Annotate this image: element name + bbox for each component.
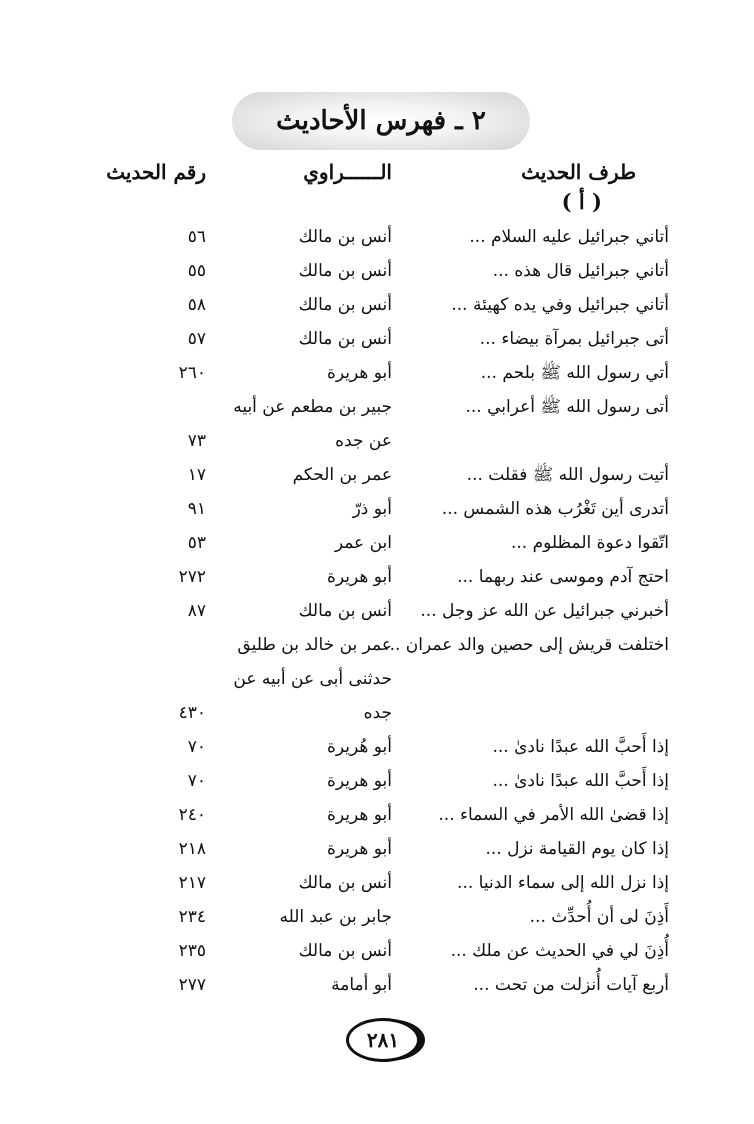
table-row: [0, 866, 754, 900]
hadith-number: ٢٣٥: [178, 941, 206, 961]
table-row: [0, 900, 754, 934]
table-row: [0, 764, 754, 798]
narrator-name: أنس بن مالك: [298, 261, 392, 281]
narrator-name: جبير بن مطعم عن أبيه: [233, 397, 392, 417]
hadith-number: ٢٤٠: [178, 805, 206, 825]
hadith-number: ٧٠: [187, 771, 206, 791]
hadith-number: ١٧: [187, 465, 206, 485]
header-hadith: طرف الحديث: [521, 160, 636, 184]
hadith-text: أَذِنَ لى أن أُحدِّث ...: [529, 907, 669, 927]
table-row: [0, 594, 754, 628]
narrator-name: أبو هُريرة: [326, 737, 392, 757]
hadith-text: اتّقوا دعوة المظلوم ...: [511, 533, 669, 553]
narrator-name: عمر بن خالد بن طليق: [237, 635, 392, 655]
hadith-text: أتاني جبرائيل عليه السلام ...: [469, 227, 669, 247]
hadith-number: ٢١٧: [178, 873, 206, 893]
hadith-text: أربع آيات أُنزلت من تحت ...: [473, 975, 669, 995]
hadith-number: ٥٣: [187, 533, 206, 553]
hadith-number: ٢٧٧: [178, 975, 206, 995]
hadith-text: إذا كان يوم القيامة نزل ...: [485, 839, 669, 859]
hadith-text: اختلفت قريش إلى حصين والد عمران ...: [384, 635, 669, 655]
narrator-name: أنس بن مالك: [298, 601, 392, 621]
hadith-number: ٢١٨: [178, 839, 206, 859]
table-row: [0, 832, 754, 866]
table-row: [0, 934, 754, 968]
hadith-text: أتدرى أين تَغْرُب هذه الشمس ...: [441, 499, 669, 519]
hadith-text: احتج آدم وموسى عند ربهما ...: [457, 567, 669, 587]
hadith-number: ٤٣٠: [178, 703, 206, 723]
table-row: [0, 356, 754, 390]
table-row: [0, 220, 754, 254]
index-table: [0, 220, 754, 1002]
table-row: [0, 492, 754, 526]
table-row: [0, 730, 754, 764]
hadith-text: أتي رسول الله ﷺ بلحم ...: [480, 363, 669, 383]
page-number-badge: [346, 1018, 426, 1062]
narrator-name: أبو أمامة: [331, 975, 392, 995]
hadith-text: أتيت رسول الله ﷺ فقلت ...: [466, 465, 669, 485]
narrator-name: أبو ذرّ: [352, 499, 392, 519]
table-row: [0, 696, 754, 730]
narrator-name: أبو هريرة: [326, 567, 392, 587]
table-row: [0, 526, 754, 560]
header-narrator: الــــــراوي: [303, 160, 392, 184]
column-headers: [0, 152, 754, 192]
hadith-text: أخبرني جبرائيل عن الله عز وجل ...: [420, 601, 669, 621]
narrator-name: جده: [363, 703, 392, 723]
hadith-text: إذا أَحبَّ الله عبدًا نادىٰ ...: [492, 737, 669, 757]
hadith-text: إذا نزل الله إلى سماء الدنيا ...: [457, 873, 669, 893]
narrator-name: عمر بن الحكم: [292, 465, 392, 485]
page-number: ٢٨١: [366, 1028, 400, 1052]
hadith-number: ٢٧٢: [178, 567, 206, 587]
hadith-text: إذا قضىٰ الله الأمر في السماء ...: [438, 805, 669, 825]
table-row: [0, 968, 754, 1002]
hadith-number: ٨٧: [187, 601, 206, 621]
table-row: [0, 322, 754, 356]
hadith-number: ٥٧: [187, 329, 206, 349]
section-letter: ( أ ): [561, 189, 602, 214]
narrator-name: أبو هريرة: [326, 805, 392, 825]
table-row: [0, 458, 754, 492]
title-banner: [232, 92, 530, 150]
page-title: ٢ ـ فهرس الأحاديث: [276, 106, 486, 136]
narrator-name: أبو هريرة: [326, 363, 392, 383]
table-row: [0, 424, 754, 458]
table-row: [0, 628, 754, 662]
hadith-number: ٢٦٠: [178, 363, 206, 383]
narrator-name: أبو هريرة: [326, 771, 392, 791]
narrator-name: حدثنى أبى عن أبيه عن: [233, 669, 392, 689]
narrator-name: أنس بن مالك: [298, 295, 392, 315]
table-row: [0, 288, 754, 322]
hadith-number: ٩١: [187, 499, 206, 519]
table-row: [0, 560, 754, 594]
table-row: [0, 390, 754, 424]
hadith-text: أتاني جبرائيل قال هذه ...: [492, 261, 669, 281]
hadith-number: ٥٨: [187, 295, 206, 315]
hadith-text: أتى جبرائيل بمرآة بيضاء ...: [479, 329, 669, 349]
hadith-number: ٧٣: [187, 431, 206, 451]
hadith-text: أتاني جبرائيل وفي يده كهيئة ...: [451, 295, 669, 315]
table-row: [0, 662, 754, 696]
narrator-name: أنس بن مالك: [298, 227, 392, 247]
hadith-number: ٢٣٤: [178, 907, 206, 927]
narrator-name: أنس بن مالك: [298, 873, 392, 893]
narrator-name: أنس بن مالك: [298, 329, 392, 349]
hadith-number: ٧٠: [187, 737, 206, 757]
narrator-name: عن جده: [335, 431, 392, 451]
header-number: رقم الحديث: [106, 160, 206, 184]
narrator-name: أبو هريرة: [326, 839, 392, 859]
hadith-text: أُذِنَ لي في الحديث عن ملك ...: [450, 941, 669, 961]
table-row: [0, 254, 754, 288]
narrator-name: ابن عمر: [334, 533, 392, 553]
hadith-number: ٥٥: [187, 261, 206, 281]
hadith-number: ٥٦: [187, 227, 206, 247]
table-row: [0, 798, 754, 832]
hadith-text: إذا أَحبَّ الله عبدًا نادىٰ ...: [492, 771, 669, 791]
narrator-name: جابر بن عبد الله: [279, 907, 392, 927]
hadith-text: أتى رسول الله ﷺ أعرابي ...: [465, 397, 669, 417]
narrator-name: أنس بن مالك: [298, 941, 392, 961]
